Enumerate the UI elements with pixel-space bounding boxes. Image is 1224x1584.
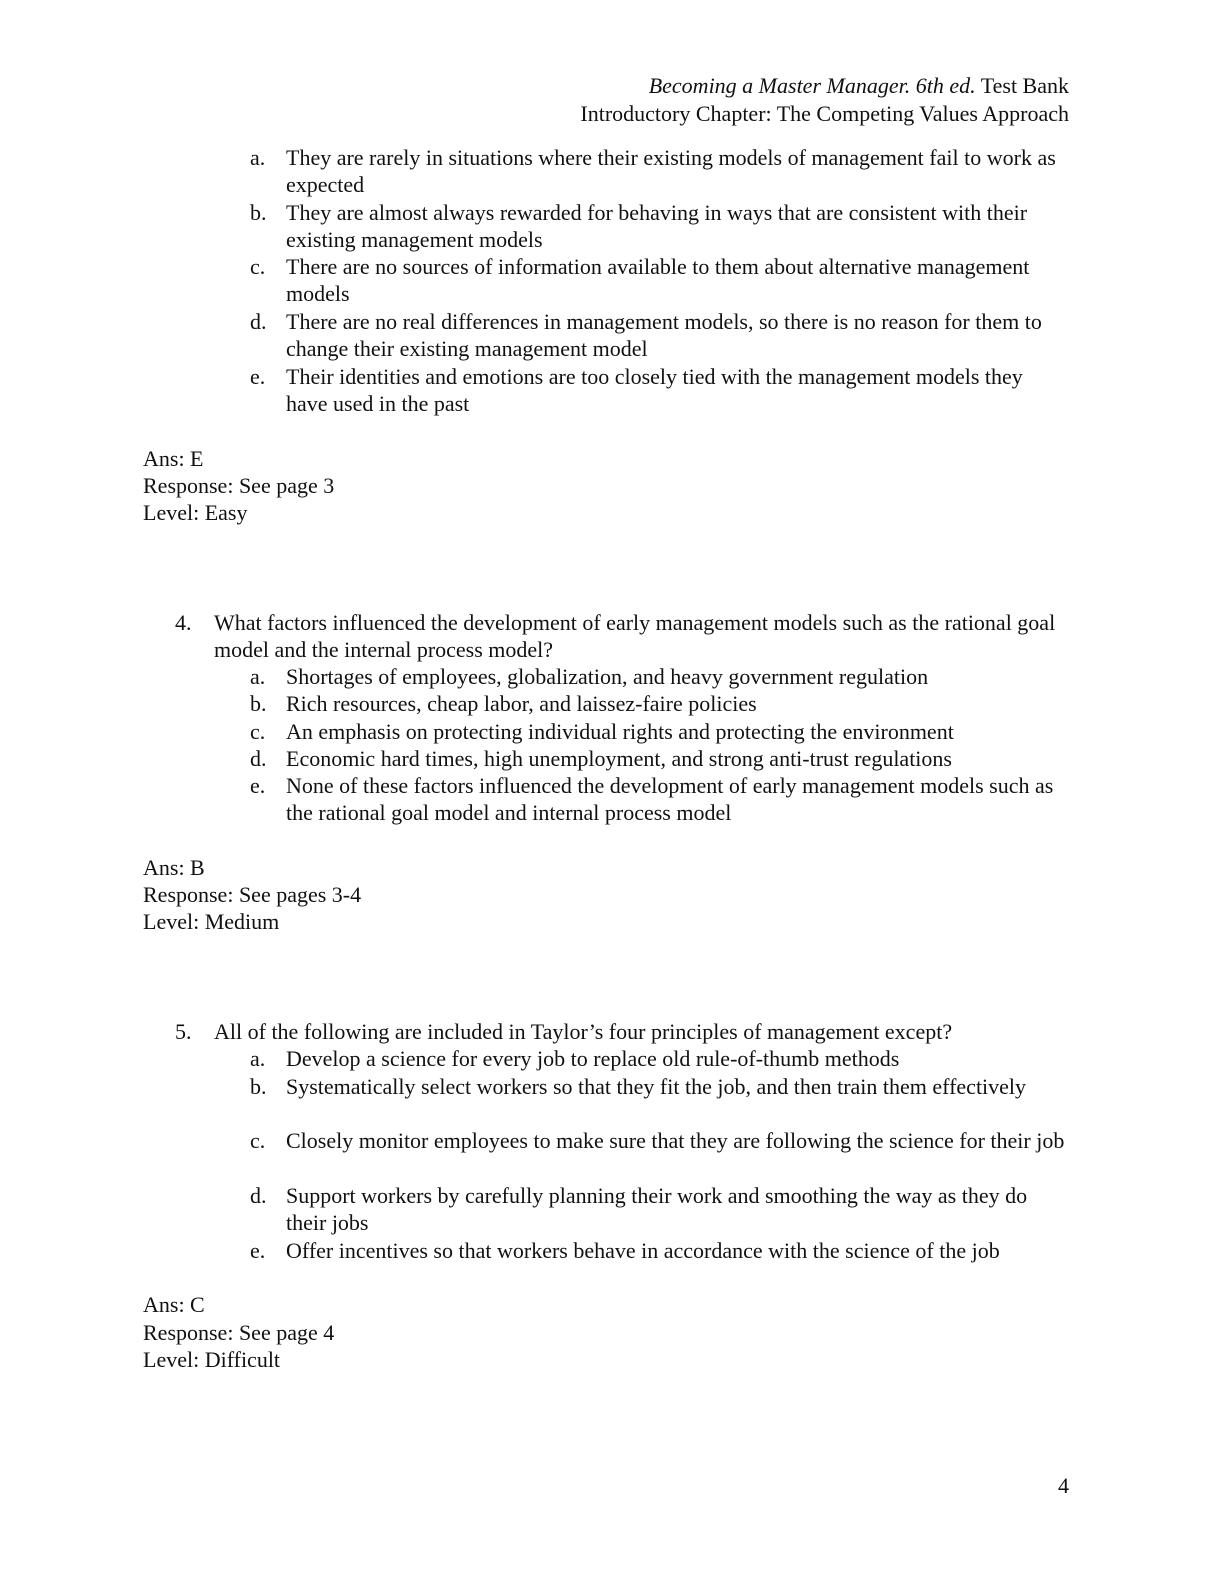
header-book-title: Becoming a Master Manager. 6th ed. [648, 73, 976, 98]
q4-number: 4. [175, 610, 192, 635]
option-letter: b. [250, 1074, 267, 1099]
option-text: Offer incentives so that workers behave in accordance with the science of the job [286, 1238, 1000, 1263]
header-book-suffix: Test Bank [975, 73, 1069, 98]
q4-question: What factors influenced the development of early management models such as the rational goal model and the internal process model? [214, 610, 1056, 662]
option-letter: e. [250, 1238, 266, 1263]
option-text: None of these factors influenced the development of early management models such as the rational goal model and internal process model [286, 773, 1054, 825]
q3-option-d [250, 308, 1066, 362]
option-text: Develop a science for every job to replace old rule-of-thumb methods [286, 1046, 900, 1071]
option-text: Systematically select workers so that they fit the job, and then train them effectively [286, 1074, 1027, 1099]
option-text: An emphasis on protecting individual rights and protecting the environment [286, 719, 954, 744]
option-text: Economic hard times, high unemployment, and strong anti-trust regulations [286, 746, 952, 771]
q5-option-b [250, 1073, 1066, 1100]
q4-answer: Ans: B [143, 855, 205, 880]
option-letter: a. [250, 145, 266, 170]
option-letter: b. [250, 691, 267, 716]
q3-option-e [250, 363, 1066, 417]
q3-option-b [250, 199, 1066, 253]
q5-option-d [250, 1182, 1066, 1236]
q4-option-e [250, 772, 1066, 826]
q3-response: Response: See page 3 [143, 473, 335, 498]
option-text: They are rarely in situations where their existing models of management fail to work as expected [286, 145, 1056, 197]
q3-option-a [250, 144, 1066, 198]
page-number: 4 [1058, 1473, 1069, 1498]
page-header [580, 72, 1069, 128]
q3-answer: Ans: E [143, 446, 204, 471]
q4-response: Response: See pages 3-4 [143, 882, 362, 907]
option-text: Closely monitor employees to make sure that they are following the science for their job [286, 1128, 1065, 1153]
option-letter: e. [250, 364, 266, 389]
q5-option-a [250, 1045, 1066, 1072]
q4-level: Level: Medium [143, 909, 280, 934]
q4-option-a [250, 663, 1066, 690]
option-letter: d. [250, 309, 267, 334]
q5-answer: Ans: C [143, 1292, 205, 1317]
option-text: There are no sources of information available to them about alternative management models [286, 254, 1030, 306]
q5-number: 5. [175, 1019, 192, 1044]
option-text: Their identities and emotions are too closely tied with the management models they have used in the past [286, 364, 1023, 416]
option-letter: c. [250, 254, 266, 279]
option-letter: a. [250, 664, 266, 689]
q5-question: All of the following are included in Taylor’s four principles of management except? [214, 1019, 953, 1044]
option-letter: c. [250, 719, 266, 744]
option-letter: d. [250, 1183, 267, 1208]
header-chapter: Introductory Chapter: The Competing Values Approach [580, 101, 1069, 126]
q3-option-c [250, 253, 1066, 307]
q5-response: Response: See page 4 [143, 1320, 335, 1345]
option-text: Rich resources, cheap labor, and laissez-faire policies [286, 691, 757, 716]
q5-level: Level: Difficult [143, 1347, 281, 1372]
option-letter: a. [250, 1046, 266, 1071]
option-letter: c. [250, 1128, 266, 1153]
option-text: Support workers by carefully planning their work and smoothing the way as they do their jobs [286, 1183, 1028, 1235]
option-letter: e. [250, 773, 266, 798]
option-text: They are almost always rewarded for behaving in ways that are consistent with their existing management models [286, 200, 1028, 252]
q3-level: Level: Easy [143, 500, 248, 525]
option-text: Shortages of employees, globalization, and heavy government regulation [286, 664, 929, 689]
option-letter: d. [250, 746, 267, 771]
q4-option-c [250, 718, 1066, 745]
option-text: There are no real differences in management models, so there is no reason for them to change their existing management model [286, 309, 1042, 361]
q4-option-d [250, 745, 1066, 772]
q5-option-c [250, 1127, 1066, 1154]
q4-option-b [250, 690, 1066, 717]
q5-option-e [250, 1237, 1066, 1264]
option-letter: b. [250, 200, 267, 225]
header-book-line [580, 72, 1069, 100]
